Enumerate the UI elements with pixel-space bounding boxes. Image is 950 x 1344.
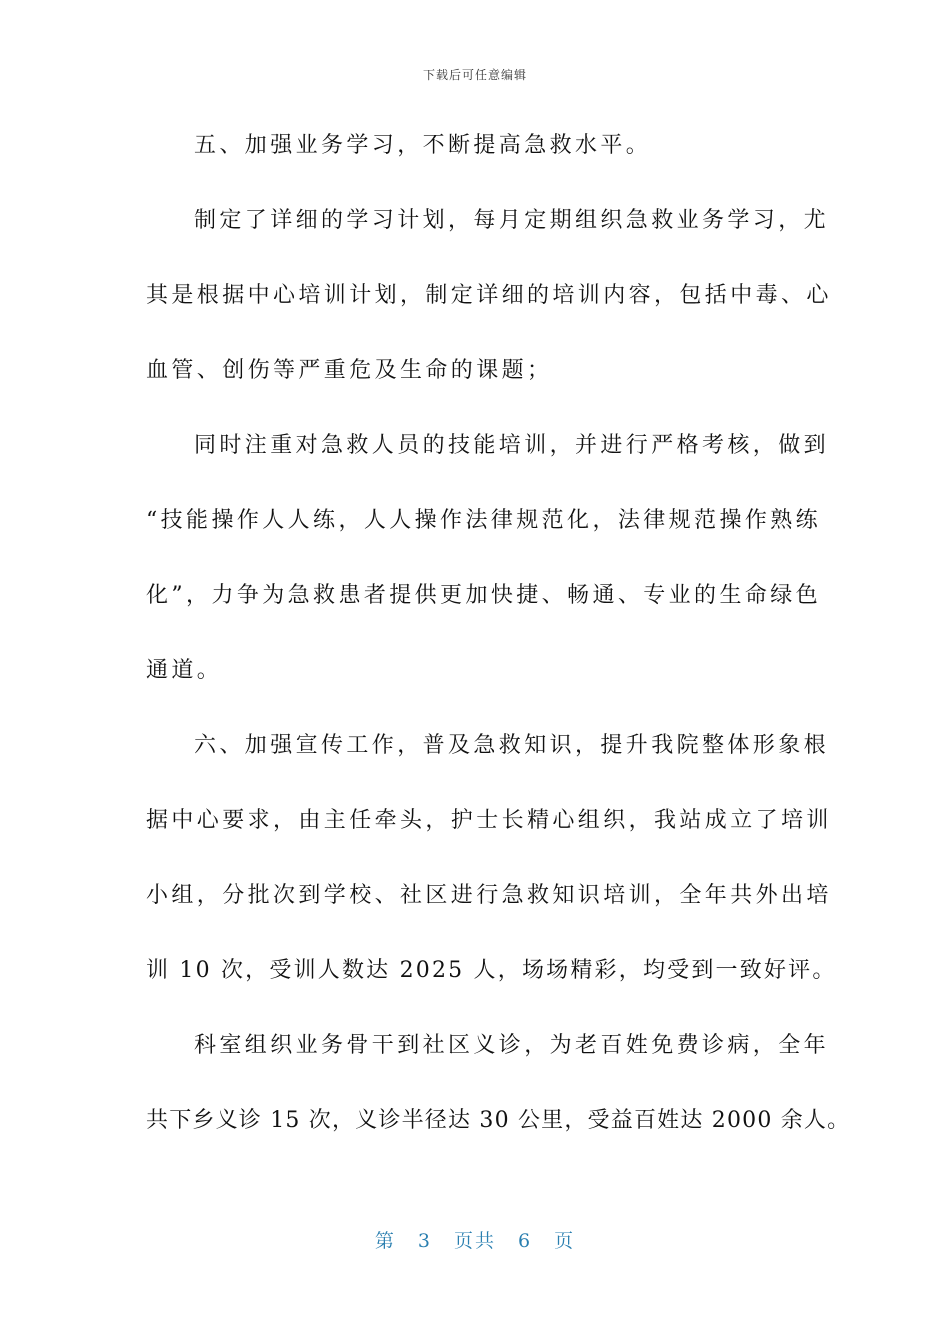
paragraph-line: “技能操作人人练，人人操作法律规范化，法律规范操作熟练 (146, 508, 822, 533)
paragraph-line: 训 10 次，受训人数达 2025 人，场场精彩，均受到一致好评。 (146, 958, 837, 983)
section-heading: 六、加强宣传工作，普及急救知识，提升我院整体形象根 (194, 733, 830, 758)
paragraph-line: 其是根据中心培训计划，制定详细的培训内容，包括中毒、心 (146, 283, 832, 308)
paragraph-line: 制定了详细的学习计划，每月定期组织急救业务学习，尤 (194, 208, 830, 233)
current-page-number: 3 (417, 1230, 432, 1252)
page-mid-label: 页共 (453, 1230, 496, 1252)
total-pages-number: 6 (518, 1230, 533, 1252)
paragraph-line: 化”，力争为急救患者提供更加快捷、畅通、专业的生命绿色 (146, 583, 822, 608)
page-suffix: 页 (554, 1230, 576, 1252)
paragraph-line: 同时注重对急救人员的技能培训，并进行严格考核，做到 (194, 433, 830, 458)
paragraph-line: 据中心要求，由主任牵头，护士长精心组织，我站成立了培训 (146, 808, 832, 833)
page-footer (0, 1226, 950, 1253)
paragraph-line: 共下乡义诊 15 次，义诊半径达 30 公里，受益百姓达 2000 余人。 (146, 1108, 851, 1133)
paragraph-line: 血管、创伤等严重危及生命的课题； (146, 358, 553, 383)
document-body (146, 126, 851, 1176)
page-prefix: 第 (374, 1230, 396, 1252)
paragraph-line: 通道。 (146, 658, 223, 683)
paragraph-line: 小组，分批次到学校、社区进行急救知识培训，全年共外出培 (146, 883, 832, 908)
page-header-note: 下载后可任意编辑 (422, 68, 527, 82)
section-heading: 五、加强业务学习，不断提高急救水平。 (194, 133, 652, 158)
paragraph-line: 科室组织业务骨干到社区义诊，为老百姓免费诊病，全年 (194, 1033, 830, 1058)
